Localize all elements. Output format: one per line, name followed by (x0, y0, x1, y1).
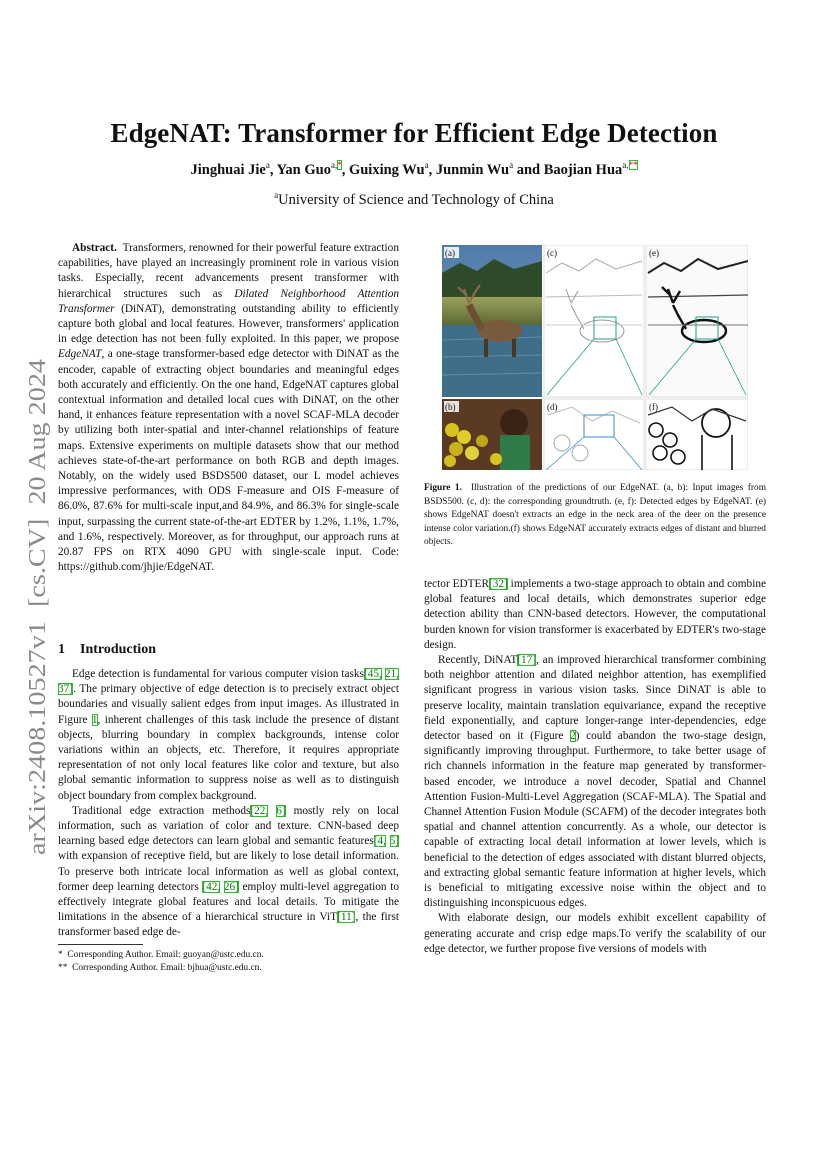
paragraph: Recently, DiNAT[17], an improved hierarchical transformer combining both neighbor attention and dilated neighbor attention, has exemplified significant progress in various vision tasks. Since DiNAT is able to preserve locality, maintain translation equivariance, expand the receptive field exponentially, and capture longer-range inter-dependencies, edge detector based on it (Figure 2) could abandon the two-stage design, significantly improving throughput. Furthermore, to take better usage of rich channels information in the feature map generated by transformer-based encoder, we introduce a novel decoder, Spatial and Channel Attention Fusion-Multi-Level Aggregation (SCAF-MLA). The Spatial and Channel Attention Fusion Module (SCAFM) of the decoder integrates both spatial and channel attention concurrently. As a whole, our detector is capable of extracting local detail information at lower levels, which is beneficial to the detection of edges associated with distant blurred objects, and extracting global semantic feature information at higher levels, which is beneficial to mitigating excessive noise within the object and to distinguishing inconspicuous edges. (424, 654, 766, 910)
abstract: Abstract. Transformers, renowned for their powerful feature extraction capabilities, have played an increasingly prominent role in various vision tasks. Especially, recent advancements present transformer with hierarchical structures such as Dilated Neighborhood Attention Transformer (DiNAT), demonstrating outstanding ability to efficiently capture both global and local features. However, transformers' application in edge detection has not been fully exploited. In this paper, we propose EdgeNAT, a one-stage transformer-based edge detector with DiNAT as the encoder, capable of extracting object boundaries and meaningful edges both accurately and efficiently. On the one hand, EdgeNAT captures global contextual information and detailed local cues with DiNAT, on the other hand, it enhances feature representation with a novel SCAF-MLA decoder by utilizing both inter-spatial and inter-channel relationships of feature maps. Extensive experiments on multiple datasets show that our method achieves state-of-the-art performance on both RGB and depth images. Notably, on the widely used BSDS500 dataset, our L model achieves impressive performances, with ODS F-measure and OIS F-measure of 86.0%, 87.6% for multi-scale input,and 84.9%, and 86.3% for single-scale input, surpassing the current state-of-the-art EDTER by 1.2%, 1.1%, 1.7%, and 1.6%, respectively. Moreover, as for throughput, our approach runs at 20.87 FPS on RTX 4090 GPU with single-scale input. Code: https://github.com/jhjie/EdgeNAT. (58, 242, 400, 574)
paragraph: Traditional edge extraction methods[22, 6] mostly rely on local information, such as variation of color and texture. CNN-based deep learning based edge detectors can learn global and semantic features[4, 5] with expansion of receptive field, but are likely to lose detail information. To preserve both intricate local information as well as global context, former deep learning detectors [42, 26] employ multi-level aggregation to effectively integrate global features and local details. To mitigate the limitations in the absence of a hierarchical structure in ViT[11], the first transformer based edge de- (58, 804, 399, 939)
citation-link[interactable]: 6] (276, 804, 286, 817)
arxiv-stamp-text: arXiv:2408.10527v1 [cs.CV] 20 Aug 2024 (25, 432, 50, 855)
introduction-left (58, 641, 399, 941)
footnote-rule (58, 944, 143, 945)
footnote-link[interactable]: * (337, 160, 342, 170)
citation-link[interactable]: [45, (363, 668, 382, 680)
citation-link[interactable]: [4, (373, 835, 386, 848)
citation-link[interactable]: [42, (202, 880, 221, 893)
citation-link[interactable]: 26] (223, 880, 239, 893)
author-list: Jinghuai Jie$^a$, Yan Guo$^{a,*}$, Guixing Wu$^a$, Junmin Wu$^a$ and Baojian Hua$^{a,**}$ (190, 160, 638, 178)
panel-label: (d) (547, 402, 558, 412)
detected-market (646, 399, 748, 470)
paragraph: Edge detection is fundamental for various computer vision tasks[45, 21, 37]. The primary objective of edge detection is to precisely extract object boundaries and visually salient edges from input images. As illustrated in Figure 1, inherent challenges of this task include the presence of distant objects, blurring boundary in complex backgrounds, intense color variations within an objects, etc. Therefore, it requires appropriate representation of not only local features like color and texture, but also global semantic information to suppress noise as well as to distinguish object boundary from complex background. (58, 668, 399, 802)
footnote-link[interactable]: ** (628, 160, 638, 170)
panel-label: (e) (649, 248, 659, 258)
citation-link[interactable]: 37] (58, 683, 74, 696)
panel-label: (a) (445, 248, 455, 258)
citation-link[interactable]: 5] (389, 835, 399, 848)
citation-link[interactable]: [32] (488, 578, 508, 590)
citation-link[interactable]: [17] (517, 654, 537, 667)
author: Guixing Wu$^a$ (348, 160, 429, 178)
caption-label: Figure 1. (424, 483, 462, 493)
panel-label: (f) (649, 402, 658, 412)
paragraph: tector EDTER[32] implements a two-stage approach to obtain and combine global features and local details, which demonstrates superior edge detection ability than CNN-based detectors. However, the computational burden known for vision transformer is exacerbated by EDTER's two-stage design. (424, 578, 767, 651)
paper-title: EdgeNAT: Transformer for Efficient Edge Detection (110, 118, 718, 148)
affiliation: $^a$University of Science and Technology of China (274, 190, 554, 208)
footnote: ** Corresponding Author. Email: bjhua@ustc.edu.cn. (58, 963, 262, 973)
panel-label: (c) (547, 248, 557, 258)
figure-caption: Figure 1. Illustration of the predictions of our EdgeNAT. (a, b): Input images from BSDS500. (c, d): the corresponding groundtruth. (e, f): Detected edges by EdgeNAT. (e) shows EdgeNAT doesn't extracts an edge in the neck area of the deer on the presence intense color variation.(f) shows EdgeNAT accurately extracts edges of distant and blurred objects. (424, 483, 767, 548)
citation-link[interactable]: 21, (384, 668, 399, 680)
author: Junmin Wu$^a$ (435, 160, 514, 178)
figure-link[interactable]: 1 (91, 713, 98, 726)
detected-elk (646, 245, 748, 397)
groundtruth-elk (544, 245, 644, 397)
figure-link[interactable]: 2 (570, 730, 576, 743)
introduction-right (424, 577, 766, 957)
abstract-label: Abstract. (72, 242, 117, 254)
author: Jinghuai Jie$^a$ (190, 160, 270, 178)
citation-link[interactable]: [11] (337, 911, 356, 924)
author: Baojian Hua$^{a,**}$ (543, 160, 638, 178)
arxiv-stamp (20, 355, 50, 855)
footnote: * Corresponding Author. Email: guoyan@ustc.edu.cn. (58, 950, 264, 960)
photo-elk (442, 245, 542, 397)
figure-1 (442, 245, 748, 470)
groundtruth-market (544, 399, 644, 470)
paragraph: With elaborate design, our models exhibit excellent capability of generating accurate and crisp edge maps.To verify the scalability of our edge detector, we further propose five versions of models with (424, 912, 766, 955)
section-heading: 1 Introduction (58, 642, 156, 657)
author: Yan Guo$^{a,*}$ (276, 160, 342, 178)
panel-label: (b) (445, 402, 456, 412)
citation-link[interactable]: [22, (250, 804, 269, 817)
